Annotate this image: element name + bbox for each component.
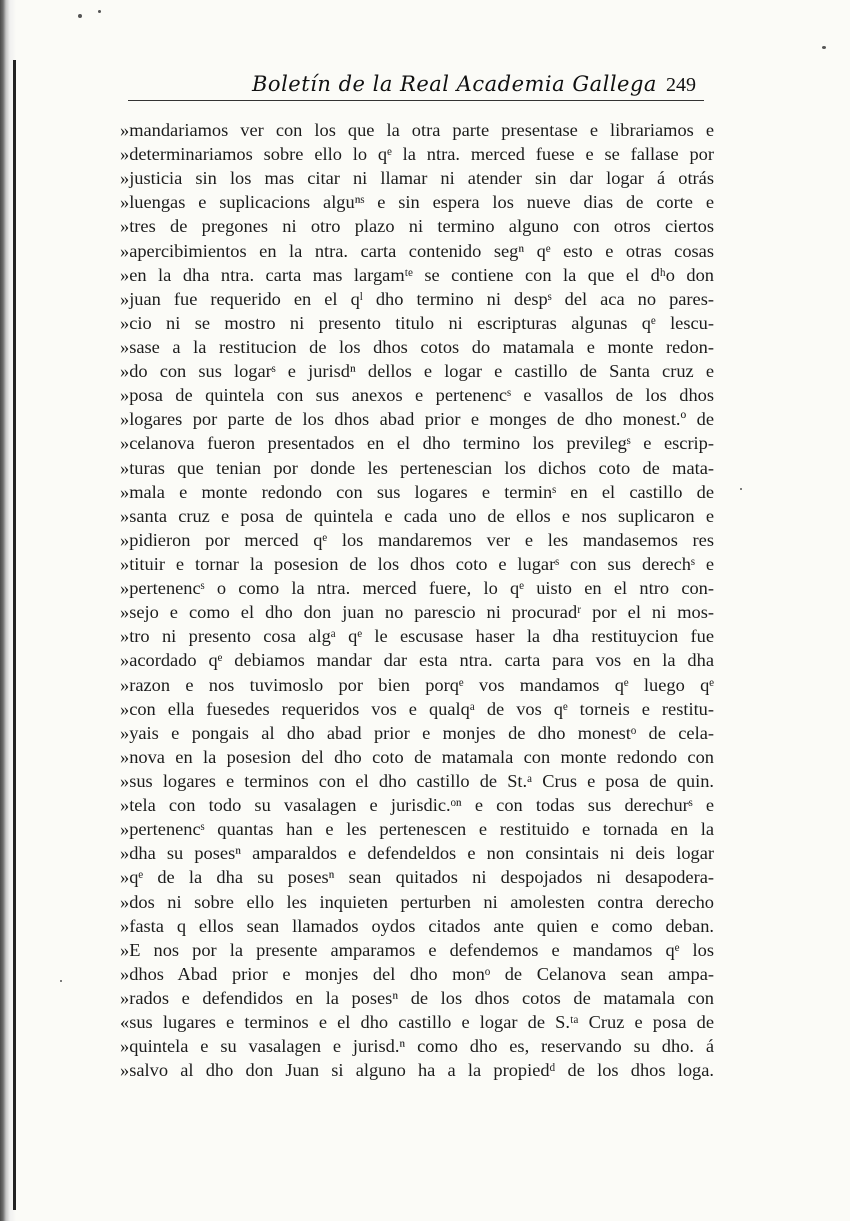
text-line: »fasta q ellos sean llamados oydos citados ante quien e como deban. (120, 915, 714, 936)
text-line: »celanova fueron presentados en el dho termino los previlegˢ e escrip- (120, 433, 714, 454)
text-line: »rados e defendidos en la posesⁿ de los dhos cotos de matamala con (120, 987, 714, 1008)
binding-line (13, 60, 16, 1210)
text-line: »yais e pongais al dho abad prior e monjes de dho monestᵒ de cela- (120, 722, 714, 743)
scan-speck (98, 10, 101, 13)
text-line: »posa de quintela con sus anexos e pertenencˢ e vasallos de los dhos (120, 385, 714, 406)
text-line: »apercibimientos en la ntra. carta contenido segⁿ qᵉ esto e otras cosas (120, 240, 714, 261)
text-line: »tres de pregones ni otro plazo ni termino alguno con otros ciertos (120, 216, 714, 237)
text-line: »determinariamos sobre ello lo qᵉ la ntra. merced fuese e se fallase por (120, 144, 714, 165)
text-line: »tro ni presento cosa algᵃ qᵉ le escusase haser la dha restituycion fue (120, 626, 714, 647)
text-line: »sus logares e terminos con el dho castillo de St.ᵃ Crus e posa de quin. (120, 770, 714, 791)
text-line: »luengas e suplicacions alguⁿˢ e sin espera los nueve dias de corte e (120, 192, 714, 213)
text-line: »qᵉ de la dha su posesⁿ sean quitados ni despojados ni desapodera- (120, 867, 714, 888)
text-line: »razon e nos tuvimoslo por bien porqᵉ vos mandamos qᵉ luego qᵉ (120, 674, 714, 695)
scan-speck (78, 14, 82, 18)
text-line: »pertenencˢ o como la ntra. merced fuere, lo qᵉ uisto en el ntro con- (120, 578, 714, 599)
text-line: »dos ni sobre ello les inquieten perturben ni amolesten contra derecho (120, 891, 714, 912)
text-line: »dha su posesⁿ amparaldos e defendeldos e non consintais ni deis logar (120, 843, 714, 864)
text-line: »mala e monte redondo con sus logares e terminˢ en el castillo de (120, 481, 714, 502)
text-line: »mandariamos ver con los que la otra parte presentase e librariamos e (120, 120, 714, 140)
text-line: »pidieron por merced qᵉ los mandaremos ver e les mandasemos res (120, 529, 714, 550)
text-line: »con ella fuesedes requeridos vos e qualqᵃ de vos qᵉ torneis e restitu- (120, 698, 714, 719)
text-line: »E nos por la presente amparamos e defendemos e mandamos qᵉ los (120, 939, 714, 960)
header-rule (128, 100, 704, 101)
text-line: »dhos Abad prior e monjes del dho monᵒ de Celanova sean ampa- (120, 963, 714, 984)
text-line: »tela con todo su vasalagen e jurisdic.ᵒⁿ e con todas sus derechurˢ e (120, 795, 714, 816)
text-line: »salvo al dho don Juan si alguno ha a la propiedᵈ de los dhos loga. (120, 1060, 714, 1081)
text-line: »pertenencˢ quantas han e les pertenescen e restituido e tornada en la (120, 819, 714, 840)
scan-speck (822, 46, 826, 49)
text-line: »turas que tenian por donde les pertenescian los dichos coto de mata- (120, 457, 714, 478)
text-line: »nova en la posesion del dho coto de matamala con monte redondo con (120, 746, 714, 767)
text-line: «sus lugares e terminos e el dho castillo e logar de S.ᵗᵃ Cruz e posa de (120, 1012, 714, 1033)
text-line: »santa cruz e posa de quintela e cada uno de ellos e nos suplicaron e (120, 505, 714, 526)
running-header (128, 72, 704, 102)
text-line: »acordado qᵉ debiamos mandar dar esta ntra. carta para vos en la dha (120, 650, 714, 671)
text-line: »logares por parte de los dhos abad prior e monges de dho monest.º de (120, 409, 714, 430)
journal-title: Boletín de la Real Academia Gallega (252, 72, 657, 96)
page-number: 249 (666, 74, 696, 96)
text-line: »en la dha ntra. carta mas largamᵗᵉ se contiene con la que el dʰo don (120, 264, 714, 285)
body-text (120, 118, 714, 1082)
text-line: »cio ni se mostro ni presento titulo ni escripturas algunas qᵉ lescu- (120, 312, 714, 333)
text-line: »juan fue requerido en el qˡ dho termino ni despˢ del aca no pares- (120, 288, 714, 309)
text-line: »do con sus logarˢ e jurisdⁿ dellos e logar e castillo de Santa cruz e (120, 361, 714, 382)
text-line: »tituir e tornar la posesion de los dhos coto e lugarˢ con sus derechˢ e (120, 553, 714, 574)
text-line: »quintela e su vasalagen e jurisd.ⁿ como dho es, reservando su dho. á (120, 1036, 714, 1057)
scan-speck (60, 980, 62, 982)
text-line: »sejo e como el dho don juan no parescio ni procuradʳ por el ni mos- (120, 602, 714, 623)
scan-speck (740, 488, 742, 490)
text-line: »sase a la restitucion de los dhos cotos do matamala e monte redon- (120, 336, 714, 357)
text-line: »justicia sin los mas citar ni llamar ni atender sin dar logar á otrás (120, 168, 714, 189)
